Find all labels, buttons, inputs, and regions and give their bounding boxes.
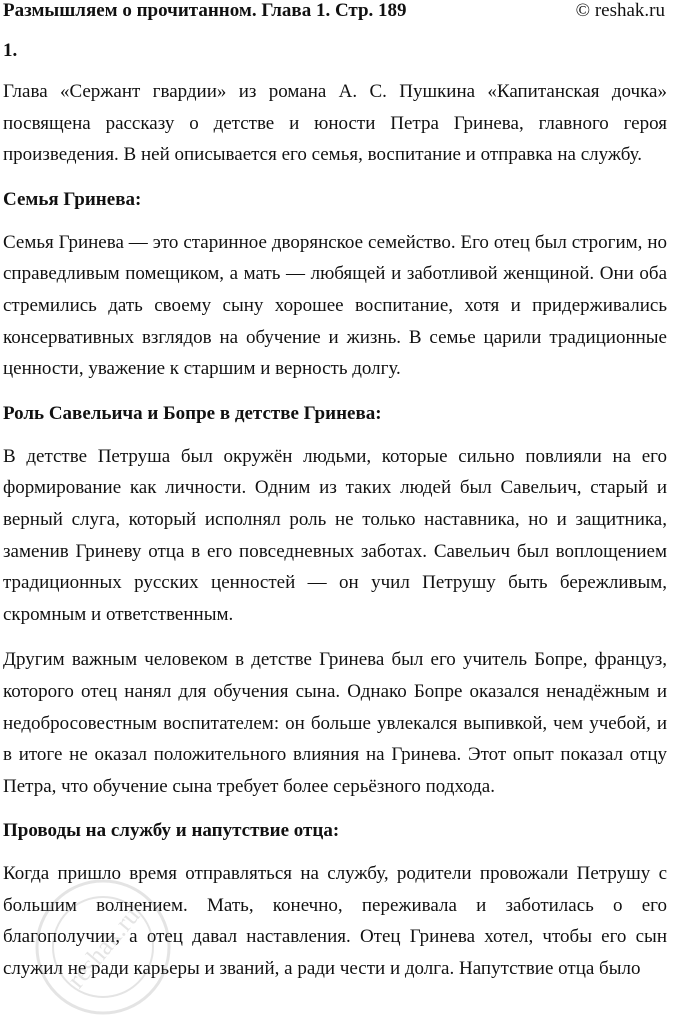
section-heading-family: Семья Гринева: xyxy=(3,188,142,210)
family-paragraph: Семья Гринева — это старинное дворянское семейство. Его отец был строгим, но справедливым помещиком, а мать — любящей и заботливой женщиной. Они оба стремились дать своему сыну хорошее воспитание, хотя и придерживались консервативных взглядов на обучение и жизнь. В семье царили традиционные ценности, уважение к старшим и верность долгу. xyxy=(3,231,667,380)
watermark-text: reshak.ru xyxy=(61,901,146,994)
section-heading-farewell: Проводы на службу и напутствие отца: xyxy=(3,820,340,842)
section-heading-savelich-beaupre: Роль Савельича и Бопре в детстве Гринева: xyxy=(3,402,382,424)
beaupre-paragraph: Другим важным человеком в детстве Гринева был его учитель Бопре, француз, которого отец нанял для обучения сына. Однако Бопре оказался ненадёжным и недобросовестным воспитателем: он больше увлекался выпивкой, чем учебой, и в итоге не оказал положительного влияния на Гринева. Этот опыт показал отцу Петра, что обучение сына требует более серьёзного подхода. xyxy=(3,649,667,797)
site-credit[interactable]: © reshak.ru xyxy=(575,0,665,21)
page-title: Размышляем о прочитанном. Глава 1. Стр. 189 xyxy=(3,0,407,21)
intro-paragraph: Глава «Сержант гвардии» из романа А. С. Пушкина «Капитанская дочка» посвящена рассказу о детстве и юности Петра Гринева, главного героя произведения. В ней описывается его семья, воспитание и отправка на службу. xyxy=(3,81,667,166)
farewell-paragraph: Когда пришло время отправляться на службу, родители провожали Петрушу с большим волнением. Мать, конечно, переживала и заботилась о его благополучии, а отец давал наставления. Отец Гринева хотел, чтобы его сын служил не ради карьеры и званий, а ради чести и долга. Напутствие отца было xyxy=(3,863,667,980)
task-number: 1. xyxy=(3,40,18,61)
savelich-paragraph: В детстве Петруша был окружён людьми, которые сильно повлияли на его формирование как личности. Одним из таких людей был Савельич, старый и верный слуга, который исполнял роль не только наставника, но и защитника, заменив Гриневу отца в его повседневных заботах. Савельич был воплощением традиционных русских ценностей — он учил Петрушу быть бережливым, скромным и ответственным. xyxy=(3,445,667,625)
page-header xyxy=(3,0,667,24)
